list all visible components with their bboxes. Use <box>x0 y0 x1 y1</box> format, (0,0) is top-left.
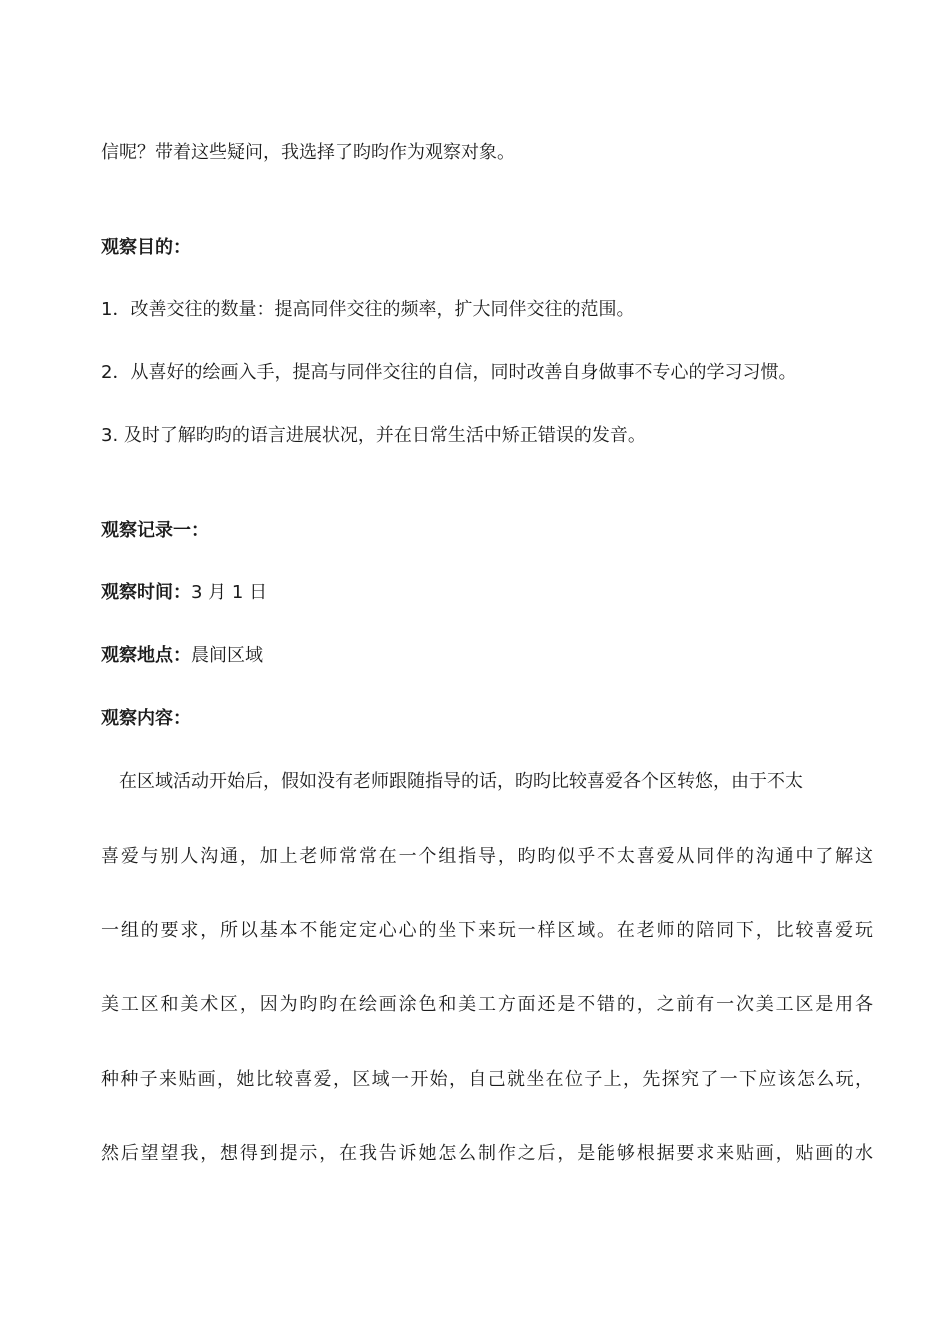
record1-content-line-4: 美工区和美术区，因为昀昀在绘画涂色和美工方面还是不错的，之前有一次美工区是用各 <box>101 994 873 1015</box>
record1-content-line-3: 一组的要求，所以基本不能定定心心的坐下来玩一样区域。在老师的陪同下，比较喜爱玩 <box>101 920 873 941</box>
purpose-item-1: 1．改善交往的数量：提高同伴交往的频率，扩大同伴交往的范围。 <box>101 299 635 320</box>
record1-content-line-2: 喜爱与别人沟通，加上老师常常在一个组指导，昀昀似乎不太喜爱从同伴的沟通中了解这 <box>101 846 873 867</box>
record1-place-value: 晨间区域 <box>191 645 263 666</box>
purpose-item-3: 3. 及时了解昀昀的语言进展状况，并在日常生活中矫正错误的发音。 <box>101 425 646 446</box>
record1-place-label: 观察地点： <box>101 645 191 666</box>
record1-content-line-5: 种种子来贴画，她比较喜爱，区域一开始，自己就坐在位子上，先探究了一下应该怎么玩， <box>101 1069 873 1090</box>
record1-place <box>101 644 263 668</box>
record1-content-line-6: 然后望望我，想得到提示，在我告诉她怎么制作之后，是能够根据要求来贴画，贴画的水 <box>101 1143 873 1164</box>
record1-content-label: 观察内容： <box>101 708 191 729</box>
record1-time-label: 观察时间： <box>101 582 191 603</box>
purpose-heading: 观察目的： <box>101 237 191 258</box>
record1-time <box>101 581 267 605</box>
intro-continuation: 信呢？带着这些疑问，我选择了昀昀作为观察对象。 <box>101 142 515 163</box>
purpose-item-2: 2．从喜好的绘画入手，提高与同伴交往的自信，同时改善自身做事不专心的学习习惯。 <box>101 362 797 383</box>
record1-content-line-1: 在区域活动开始后，假如没有老师跟随指导的话，昀昀比较喜爱各个区转悠，由于不太 <box>119 771 803 792</box>
record1-time-value: 3 月 1 日 <box>191 582 268 603</box>
record1-heading: 观察记录一： <box>101 520 209 541</box>
